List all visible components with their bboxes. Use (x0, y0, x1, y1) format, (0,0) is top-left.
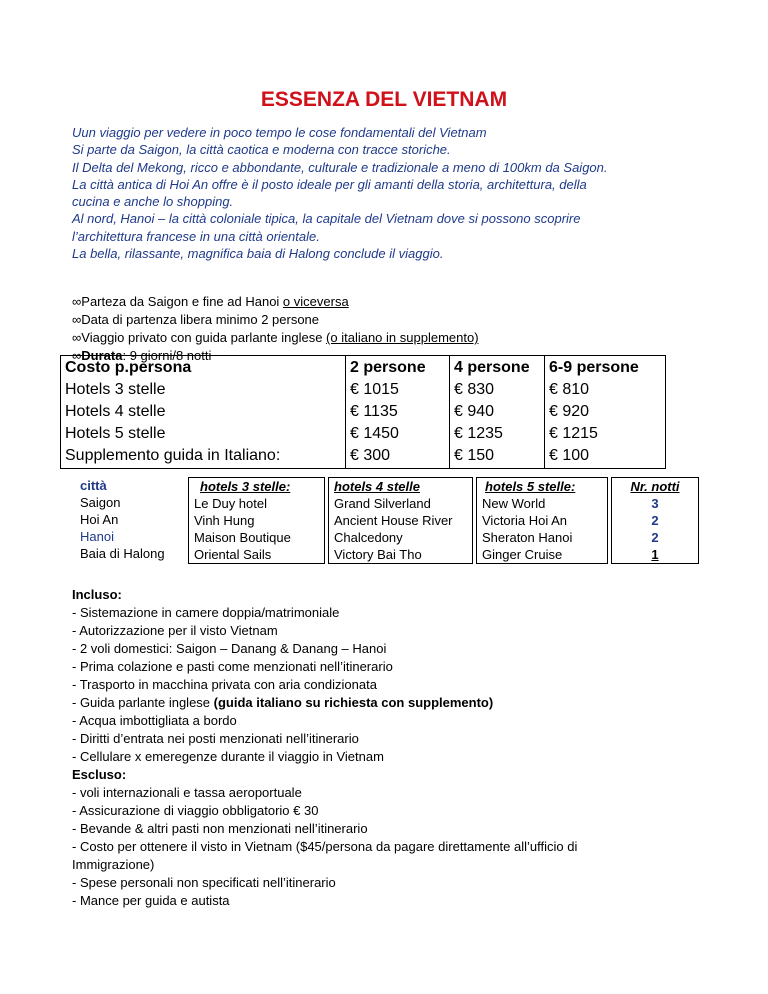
list-item: - Sistemazione in camere doppia/matrimoniale (72, 605, 340, 620)
list-item: - Spese personali non specificati nell’itinerario (72, 875, 336, 890)
hotels-table-row (75, 477, 699, 564)
intro-line: La bella, rilassante, magnifica baia di Halong conclude il viaggio. (72, 246, 444, 262)
incluso-section (72, 586, 712, 766)
list-item: - Diritti d’entrata nei posti menzionati nell’itinerario (72, 731, 359, 746)
price-table (60, 355, 666, 469)
list-item: - Guida parlante inglese (guida italiano su richiesta con supplemento) (72, 695, 494, 710)
price-cell: Costo p.persona Hotels 3 stelle Hotels 4 stelle Hotels 5 stelle Supplemento guida in Italiano: (61, 356, 346, 469)
hotels-3-column: hotels 3 stelle: Le Duy hotel Vinh Hung Maison Boutique Oriental Sails (188, 477, 325, 564)
intro-line: l’architettura francese in una città orientale. (72, 228, 320, 244)
intro-line: Il Delta del Mekong, ricco e abbondante, culturale e tradizionale a meno di 100km da Saigon. (72, 159, 608, 175)
bullet-duration: ∞ Durata: 9 giorni/8 notti (72, 347, 479, 365)
escluso-heading: Escluso: (72, 767, 127, 782)
incluso-heading: Incluso: (72, 587, 122, 602)
list-item: - Autorizzazione per il visto Vietnam (72, 623, 278, 638)
bullet-date: ∞ Data di partenza libera minimo 2 persone (72, 311, 479, 329)
list-item: - 2 voli domestici: Saigon – Danang & Danang – Hanoi (72, 641, 387, 656)
intro-line: cucina e anche lo shopping. (72, 194, 234, 210)
list-item: - Bevande & altri pasti non menzionati nell’itinerario (72, 821, 368, 836)
intro-line: Uun viaggio per vedere in poco tempo le cose fondamentali del Vietnam (72, 125, 487, 140)
list-item: - Acqua imbottigliata a bordo (72, 713, 237, 728)
list-item: - Prima colazione e pasti come menzionati nell’itinerario (72, 659, 393, 674)
bullet-guide: ∞ Viaggio privato con guida parlante inglese (o italiano in supplemento) (72, 329, 479, 347)
intro-line: Al nord, Hanoi – la città coloniale tipica, la capitale del Vietnam dove si possono scoprire (72, 211, 581, 227)
bullet-departure: ∞ Parteza da Saigon e fine ad Hanoi o viceversa (72, 293, 479, 311)
nights-column: Nr. notti 3 2 2 1 (611, 477, 699, 564)
hotels-table (72, 477, 702, 564)
price-table-row (61, 356, 666, 469)
hotels-5-column: hotels 5 stelle: New World Victoria Hoi An Sheraton Hanoi Ginger Cruise (476, 477, 608, 564)
price-cell: 4 persone € 830 € 940 € 1235 € 150 (450, 356, 545, 469)
intro-line: La città antica di Hoi An offre è il posto ideale per gli amanti della storia, architettura, della (72, 176, 587, 192)
list-item: - Assicurazione di viaggio obbligatorio € 30 (72, 803, 319, 818)
list-item: - Costo per ottenere il visto in Vietnam ($45/persona da pagare direttamente all’ufficio di (72, 839, 578, 854)
list-item: - voli internazionali e tassa aeroportuale (72, 785, 302, 800)
price-cell: 2 persone € 1015 € 1135 € 1450 € 300 (346, 356, 450, 469)
intro-line: Si parte da Saigon, la città caotica e moderna con tracce storiche. (72, 142, 451, 158)
list-item: Immigrazione) (72, 857, 155, 872)
intro-paragraph (72, 124, 712, 262)
list-item: - Trasporto in macchina privata con aria condizionata (72, 677, 377, 692)
list-item: - Cellulare x emeregenze durante il viaggio in Vietnam (72, 749, 384, 764)
list-item: - Mance per guida e autista (72, 893, 230, 908)
price-cell: 6-9 persone € 810 € 920 € 1215 € 100 (545, 356, 666, 469)
escluso-section (72, 766, 712, 910)
city-column: città Saigon Hoi An Hanoi Baia di Halong (80, 478, 165, 561)
hotels-4-column: hotels 4 stelle Grand Silverland Ancient House River Chalcedony Victory Bai Tho (328, 477, 473, 564)
page-title: ESSENZA DEL VIETNAM (260, 88, 508, 111)
